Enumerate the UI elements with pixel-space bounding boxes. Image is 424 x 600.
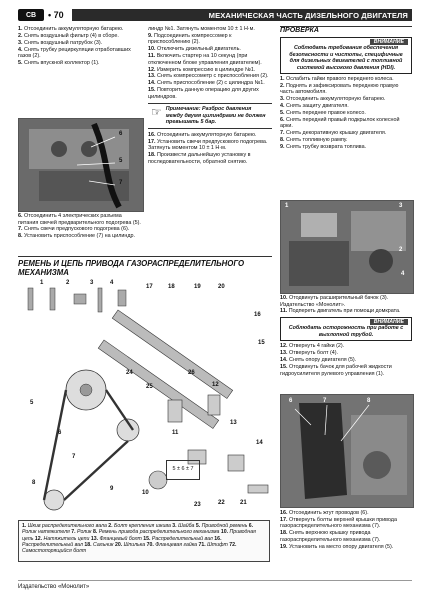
col2-steps xyxy=(148,26,272,165)
callout-26: 26 xyxy=(188,370,195,376)
step: 15. Повторить данную операцию для других цилиндров. xyxy=(148,87,259,100)
callout-8: 8 xyxy=(367,398,371,404)
step: 9. Снять трубку возврата топлива. xyxy=(280,144,367,151)
col3-steps-d xyxy=(280,510,412,551)
section-title-check: ПРОВЕРКА xyxy=(280,27,319,34)
step: 1. Отсоединить аккумуляторную батарею. xyxy=(18,26,124,32)
section-rule xyxy=(18,256,272,257)
section-title-belt: РЕМЕНЬ И ЦЕПЬ ПРИВОДА ГАЗОРАСПРЕДЕЛИТЕЛЬНОГО МЕХАНИЗМА xyxy=(18,259,245,277)
figure-engine-mount-photo xyxy=(280,200,414,294)
callout-4: 4 xyxy=(110,280,114,286)
step: 7. Снять свечи предпускового подогрева (6). xyxy=(18,226,130,233)
callout-18: 18 xyxy=(168,284,175,290)
warning-text: Соблюдать требования обеспечения безопасности и чистоты, специфичные для дизельных двигателей с топливной системой высокого давления (HDI). xyxy=(289,45,403,71)
callout-3: 3 xyxy=(90,280,94,286)
callout-7: 7 xyxy=(72,454,76,460)
callout-14: 14 xyxy=(256,440,263,446)
engine-mount-photo-illustration xyxy=(281,201,413,293)
engine-photo-illustration xyxy=(19,119,143,211)
callout-15: 15 xyxy=(258,340,265,346)
step: 5. Снять впускной коллектор (1). xyxy=(18,60,100,67)
step: линдр №1. Затянуть моментом 10 ± 1 Н·м. xyxy=(148,26,255,32)
figure-glow-plug-photo xyxy=(18,118,144,212)
callout-20: 20 xyxy=(218,284,225,290)
page-header xyxy=(18,8,412,22)
callout-7: 7 xyxy=(323,398,327,404)
callout-4: 4 xyxy=(401,271,405,277)
step: 17. Установить свечи предпускового подогрева. Затянуть моментом 10 ± 1 Н·м. xyxy=(148,138,268,152)
step: 10. Отодвинуть расширительный бачок (3). Издательство «Монолит». xyxy=(280,295,389,308)
step: 2. Поднять и зафиксировать переднюю правую часть автомобиля. xyxy=(280,82,399,96)
step: 15. Отодвинуть бачок для рабочей жидкости гидроусилителя рулевого управления (1). xyxy=(280,364,392,377)
callout-6: 6 xyxy=(289,398,293,404)
figure-timing-cover-photo xyxy=(280,394,414,508)
warning-label: ВНИМАНИЕ xyxy=(370,39,408,46)
publisher-logo: СВ xyxy=(18,9,44,21)
step: 16. Отсоединить аккумуляторную батарею. xyxy=(148,131,257,138)
callout-25: 25 xyxy=(146,384,153,390)
callout-6: 6 xyxy=(58,430,62,436)
callout-11: 11 xyxy=(172,430,179,436)
callout-3: 3 xyxy=(399,203,403,209)
callout-19: 19 xyxy=(194,284,201,290)
step: 3. Снять воздушный патрубок (3). xyxy=(18,39,103,46)
step: 12. Отвернуть 4 гайки (2). xyxy=(280,343,345,350)
callout-9: 9 xyxy=(110,486,114,492)
timing-diagram-illustration xyxy=(18,280,272,518)
chapter-title: МЕХАНИЧЕСКАЯ ЧАСТЬ ДИЗЕЛЬНОГО ДВИГАТЕЛЯ xyxy=(72,9,412,21)
step: 17. Отвернуть болты верхней крышки привода газораспределительного механизма (7). xyxy=(280,516,397,530)
callout-8: 8 xyxy=(32,480,36,486)
figure-timing-diagram xyxy=(18,280,272,518)
callout-16: 16 xyxy=(254,312,261,318)
warning-box-hdi xyxy=(280,37,412,75)
page-number: • 70 xyxy=(48,10,64,20)
torque-label: 5 ± 6 ± 7 xyxy=(166,460,200,480)
warning-box-exhaust xyxy=(280,317,412,342)
callout-7: 7 xyxy=(119,180,123,186)
col3-steps-b xyxy=(280,295,412,377)
callout-23: 23 xyxy=(194,502,201,508)
note-box xyxy=(148,103,272,129)
callout-21: 21 xyxy=(240,500,247,506)
step: 11. Подпереть двигатель при помощи домкрата. xyxy=(280,308,401,315)
callout-17: 17 xyxy=(146,284,153,290)
warning-label: ВНИМАНИЕ xyxy=(370,319,408,326)
step: 7. Снять декоративную крышку двигателя. xyxy=(280,130,387,137)
col1-bottom-steps xyxy=(18,213,142,240)
step: 2. Снять воздушный фильтр (4) в сборе. xyxy=(18,32,119,39)
timing-cover-photo-illustration xyxy=(281,395,413,507)
step: 12. Измерить компрессию в цилиндре №1. xyxy=(148,66,256,73)
step: 10. Отключить дизельный двигатель. xyxy=(148,46,241,53)
note-text: Разброс давления между двумя цилиндрами не должен превышать 5 бар. xyxy=(165,106,266,126)
step: 14. Снять приспособление (2) с цилиндра №1. xyxy=(148,80,265,87)
step: 8. Снять топливную рампу. xyxy=(280,137,348,144)
callout-22: 22 xyxy=(218,500,225,506)
step: 9. Подсоединить компрессомер к приспособлению (2). xyxy=(148,32,232,46)
callout-5: 5 xyxy=(119,158,123,164)
step: 1. Ослабить гайки правого переднего колеса. xyxy=(280,76,394,82)
step: 4. Снять защиту двигателя. xyxy=(280,103,349,110)
step: 6. Отсоединить 4 электрических разъема питания свечей предварительного подогрева (5). xyxy=(18,213,141,226)
callout-2: 2 xyxy=(399,247,403,253)
step: 13. Снять компрессометр с приспособления (2). xyxy=(148,73,269,80)
callout-10: 10 xyxy=(142,490,149,496)
step: 5. Снять переднее правое колесо. xyxy=(280,110,366,117)
step: 14. Снять опору двигателя (5). xyxy=(280,357,357,364)
footer-rule xyxy=(18,580,412,581)
step: 8. Установить приспособление (7) на цилиндр. xyxy=(18,233,135,240)
callout-12: 12 xyxy=(212,382,219,388)
step: 18. Произвести дальнейшую установку в последовательности, обратной снятию. xyxy=(148,152,251,165)
note-hand-icon: ☞ xyxy=(151,105,162,120)
col1-top-steps xyxy=(18,26,142,67)
figure-caption: 1. Шкив распределительного вала 2. Болт крепления шкива 3. Шайба 5. Приводной ремень 6. Ролик натяжителя 7. Ролик 8. Ремень привода распределительного механизма 10. Приводная цепь 12. Натяжитель цепи 13. Фланцевый болт 15. Распределительный вал 16. Распределительный вал 18. Сальник 20. Шпилька 70. Фланцевая гайка 71. Штифт 72. Самостопорящийся болт xyxy=(18,520,270,562)
step: 13. Отвернуть болт (4). xyxy=(280,350,339,357)
publisher-footer: Издательство «Монолит» xyxy=(18,584,90,590)
step: 6. Снять передний правый подкрылок колесной арки. xyxy=(280,116,400,130)
warning-text: Соблюдать осторожность при работе с выхлопной трубой. xyxy=(288,325,404,338)
step: 19. Установить на место опору двигателя (5). xyxy=(280,543,394,550)
note-label: Примечание: xyxy=(165,106,201,113)
step: 3. Отсоединить аккумуляторную батарею. xyxy=(280,96,386,103)
callout-24: 24 xyxy=(126,370,133,376)
step: 18. Снять верхнюю крышку привода газораспределительного механизма (7). xyxy=(280,530,381,543)
step: 4. Снять трубку рециркуляции отработавших газов (2). xyxy=(18,46,131,60)
callout-6: 6 xyxy=(119,131,123,137)
callout-1: 1 xyxy=(40,280,44,286)
callout-5: 5 xyxy=(30,400,34,406)
callout-2: 2 xyxy=(66,280,70,286)
callout-13: 13 xyxy=(230,420,237,426)
callout-1: 1 xyxy=(285,203,289,209)
step: 16. Отсоединить жгут проводов (6). xyxy=(280,510,369,516)
step: 11. Включить стартер на 10 секунд (при отключенном блоке управления двигателем). xyxy=(148,53,262,66)
col3-check xyxy=(280,26,412,151)
